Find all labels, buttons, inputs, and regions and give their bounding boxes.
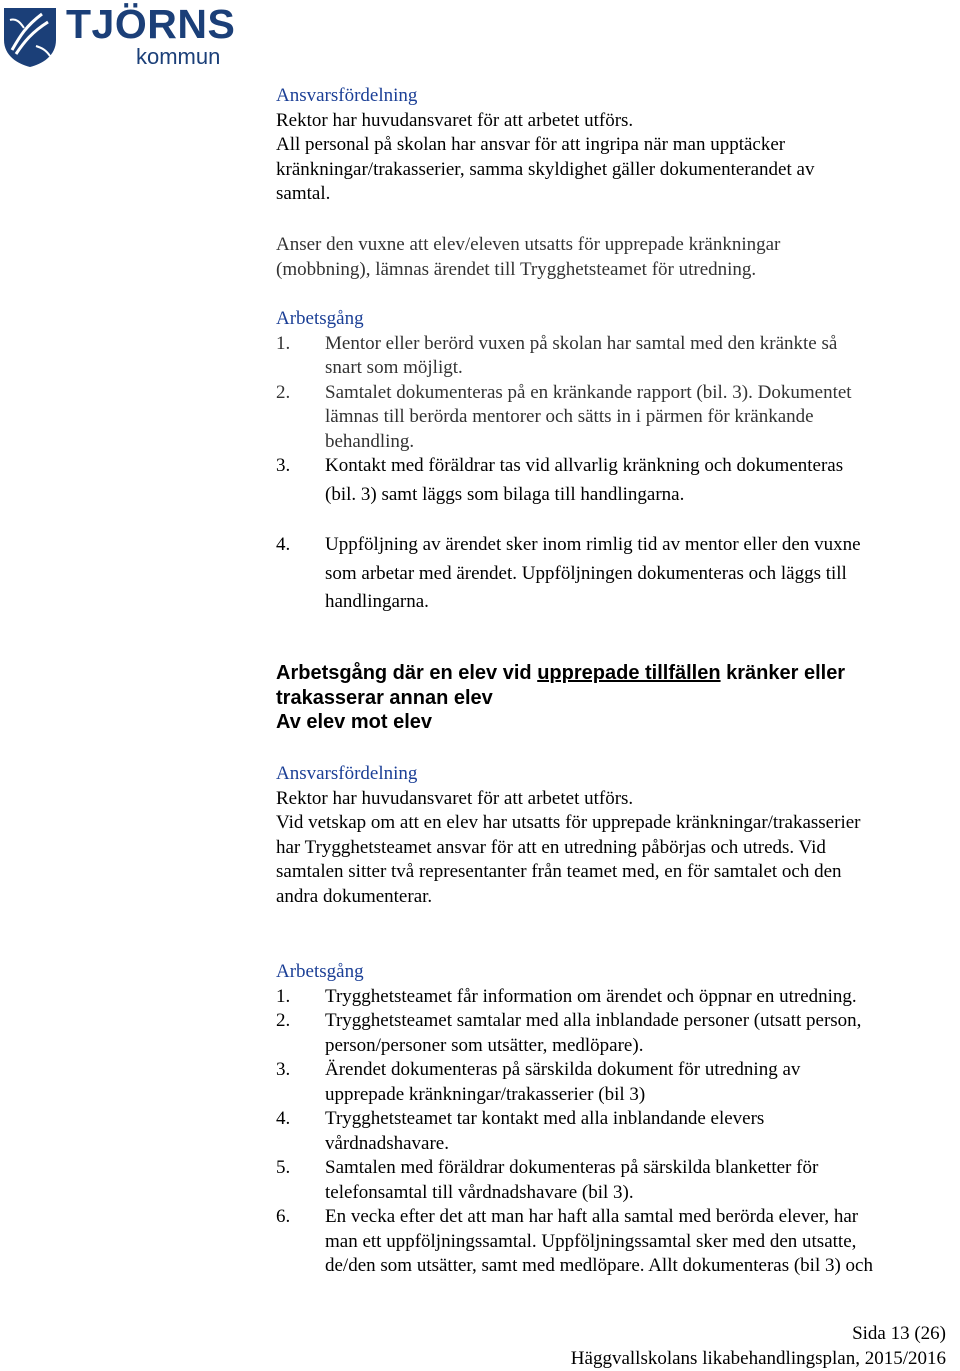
text-line: Uppföljning av ärendet sker inom rimlig tid av mentor eller den vuxne (325, 531, 948, 560)
list-item (276, 985, 948, 1010)
list-item (276, 381, 948, 455)
list-number: 3. (276, 454, 325, 507)
text-line: Kontakt med föräldrar tas vid allvarlig kränkning och dokumenteras (325, 454, 948, 479)
text-line: behandling. (325, 430, 948, 455)
text-line: samtalen sitter två representanter från teamet med, en för samtalet och den (276, 860, 948, 885)
tjorn-coat-of-arms-icon (2, 6, 58, 68)
text-line: Trygghetsteamet får information om ärendet och öppnar en utredning. (325, 985, 948, 1010)
text-line: Rektor har huvudansvaret för att arbetet utförs. (276, 787, 948, 812)
text-line: Rektor har huvudansvaret för att arbetet utförs. (276, 109, 948, 134)
text-line: andra dokumenterar. (276, 885, 948, 910)
list-item (276, 1058, 948, 1107)
procedure-list-1 (276, 307, 948, 507)
list-number: 2. (276, 381, 325, 455)
heading-arbetsgang: Arbetsgång (276, 960, 948, 985)
page-number: Sida 13 (26) (571, 1322, 946, 1347)
logo-wordmark: TJÖRNS (66, 0, 235, 48)
procedure-list-1-cont (276, 531, 948, 617)
text-line: Samtalen med föräldrar dokumenteras på särskilda blanketter för (325, 1156, 948, 1181)
text-line: Ärendet dokumenteras på särskilda dokument för utredning av (325, 1058, 948, 1083)
list-item (276, 531, 948, 617)
text-line: (bil. 3) samt läggs som bilaga till handlingarna. (325, 483, 948, 508)
list-number: 4. (276, 531, 325, 617)
list-number: 4. (276, 1107, 325, 1156)
heading-arbetsgang: Arbetsgång (276, 307, 948, 332)
list-number: 1. (276, 332, 325, 381)
page-footer (571, 1322, 946, 1371)
list-number: 6. (276, 1205, 325, 1279)
logo-subtitle: kommun (136, 44, 220, 70)
section-responsibility-1 (276, 84, 948, 207)
text-line: de/den som utsätter, samt med medlöpare. Allt dokumenteras (bil 3) och (325, 1254, 948, 1279)
text-line: Trygghetsteamet samtalar med alla inblandade personer (utsatt person, (325, 1009, 948, 1034)
title-underlined: upprepade tillfällen (537, 662, 720, 684)
text-line: person/personer som utsätter, medlöpare). (325, 1034, 948, 1059)
list-number: 1. (276, 985, 325, 1010)
text-line: telefonsamtal till vårdnadshavare (bil 3). (325, 1181, 948, 1206)
list-item (276, 1156, 948, 1205)
section-subtitle: Av elev mot elev (276, 710, 948, 735)
text-line: kränkningar/trakasserier, samma skyldighet gäller dokumenterandet av (276, 158, 948, 183)
list-number: 3. (276, 1058, 325, 1107)
document-name: Häggvallskolans likabehandlingsplan, 2015/2016 (571, 1347, 946, 1371)
text-line: har Trygghetsteamet ansvar för att en utredning påbörjas och utreds. Vid (276, 836, 948, 861)
heading-ansvarsfordelning: Ansvarsfördelning (276, 84, 948, 109)
text-line: lämnas till berörda mentorer och sätts in i pärmen för kränkande (325, 405, 948, 430)
section-title (276, 661, 948, 735)
text-line: Vid vetskap om att en elev har utsatts för upprepade kränkningar/trakasserier (276, 811, 948, 836)
text-line: upprepade kränkningar/trakasserier (bil 3) (325, 1083, 948, 1108)
list-number: 2. (276, 1009, 325, 1058)
heading-ansvarsfordelning: Ansvarsfördelning (276, 762, 948, 787)
text-line: Anser den vuxne att elev/eleven utsatts för upprepade kränkningar (276, 233, 948, 258)
list-item (276, 1107, 948, 1156)
text-line: som arbetar med ärendet. Uppföljningen dokumenteras och läggs till (325, 560, 948, 589)
title-part: Arbetsgång där en elev vid (276, 662, 537, 684)
text-line: (mobbning), lämnas ärendet till Trygghetsteamet för utredning. (276, 258, 948, 283)
list-item (276, 332, 948, 381)
text-line: Samtalet dokumenteras på en kränkande rapport (bil. 3). Dokumentet (325, 381, 948, 406)
section-responsibility-2 (276, 762, 948, 909)
text-line: Mentor eller berörd vuxen på skolan har samtal med den kränkte så (325, 332, 948, 357)
list-item (276, 1205, 948, 1279)
list-item (276, 1009, 948, 1058)
text-line: En vecka efter det att man har haft alla samtal med berörda elever, har (325, 1205, 948, 1230)
title-part: kränker eller (721, 662, 846, 684)
list-number: 5. (276, 1156, 325, 1205)
section-mobbning-paragraph (276, 233, 948, 282)
text-line: snart som möjligt. (325, 356, 948, 381)
procedure-list-2 (276, 960, 948, 1279)
text-line: All personal på skolan har ansvar för att ingripa när man upptäcker (276, 133, 948, 158)
tjorn-logo (2, 4, 232, 68)
text-line: man ett uppföljningssamtal. Uppföljningssamtal sker med den utsatte, (325, 1230, 948, 1255)
text-line: Trygghetsteamet tar kontakt med alla inblandande elevers (325, 1107, 948, 1132)
text-line: vårdnadshavare. (325, 1132, 948, 1157)
list-item (276, 454, 948, 507)
text-line: handlingarna. (325, 588, 948, 617)
title-line-2: trakasserar annan elev (276, 686, 948, 711)
text-line: samtal. (276, 182, 948, 207)
